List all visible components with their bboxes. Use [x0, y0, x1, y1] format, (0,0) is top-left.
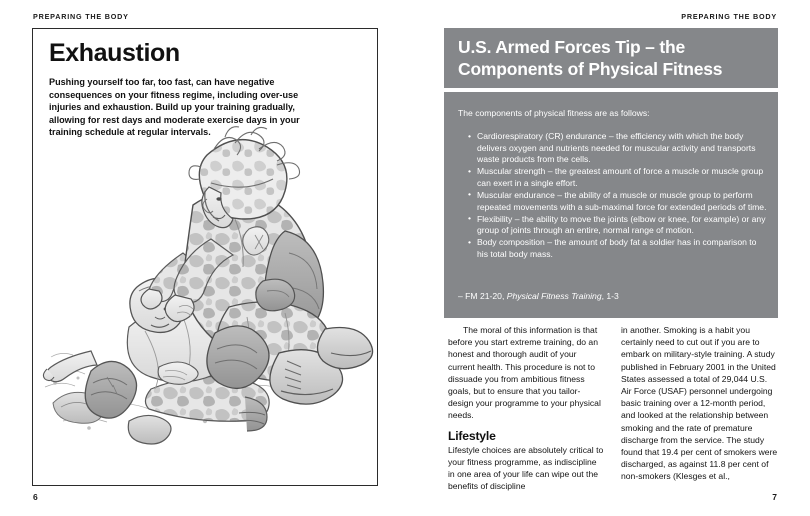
running-head-left: PREPARING THE BODY	[33, 12, 129, 21]
source-suffix: , 1-3	[601, 291, 619, 301]
exhaustion-panel	[32, 28, 378, 486]
page-title: Exhaustion	[49, 39, 180, 67]
body-column-right	[621, 324, 778, 488]
list-item: • Cardiorespiratory (CR) endurance – the efficiency with which the body delivers oxygen and nutrients needed for muscular activity and transports waste products from the cells.	[468, 131, 768, 166]
list-item: • Flexibility – the ability to move the joints (elbow or knee, for example) or any group of joints through an entire, normal range of motion.	[468, 214, 768, 237]
paragraph-smoking-study: in another. Smoking is a habit you certainly need to cut out if you are to embark on military-style training. A study published in February 2001 in the United States assessed a total of 29,044 U.S. Air Force (USAF) personnel undergoing basic training over a 12-month period, and looked at the relationship between smoking and the rate of premature discharge from the service. The study found that 19.4 per cent of smokers were discharged, as against 11.8 per cent of non-smokers (Klesges et al.,	[621, 325, 778, 482]
soldier-illustration	[33, 121, 377, 481]
body-columns	[448, 324, 778, 492]
section-heading-lifestyle: Lifestyle	[448, 428, 496, 443]
paragraph-lifestyle: Lifestyle choices are absolutely critical to your fitness programme, as indiscipline in one area of your life can wipe out the benefits of discipline	[448, 444, 604, 492]
folio-page-7: 7	[772, 492, 777, 502]
tip-box-lead-text: The components of physical fitness are as follows:	[458, 108, 650, 118]
panel-deck-text: Pushing yourself too far, too fast, can have negative consequences on your fitness regime, including over-use injuries and exhaustion. Build up your training gradually, allowing for rest days and moderate exercise days in your training schedule at regular intervals.	[49, 77, 300, 138]
source-prefix: – FM 21-20,	[458, 291, 507, 301]
folio-page-6: 6	[33, 492, 38, 502]
body-column-left	[448, 324, 605, 492]
tip-box-body	[444, 92, 778, 318]
tip-box-title: U.S. Armed Forces Tip – the Components of Physical Fitness	[458, 37, 723, 79]
list-item: • Muscular endurance – the ability of a muscle or muscle group to perform repeated movements with a sub-maximal force for extended periods of time.	[468, 190, 768, 213]
paragraph-moral: The moral of this information is that before you start extreme training, do an honest and thorough audit of your current health. This procedure is not to dissuade you from ambitious fitness goals, but to ensure that you tailor-design your programme to your physical needs.	[448, 325, 601, 421]
tip-box-source	[458, 291, 619, 301]
tip-box-header	[444, 28, 778, 88]
list-item: • Muscular strength – the greatest amount of force a muscle or muscle group can exert in a single effort.	[468, 166, 768, 189]
source-title-italic: Physical Fitness Training	[506, 291, 602, 301]
list-item: • Body composition – the amount of body fat a soldier has in comparison to his total body mass.	[468, 237, 768, 260]
fitness-components-list	[468, 131, 768, 261]
running-head-right: PREPARING THE BODY	[681, 12, 777, 21]
